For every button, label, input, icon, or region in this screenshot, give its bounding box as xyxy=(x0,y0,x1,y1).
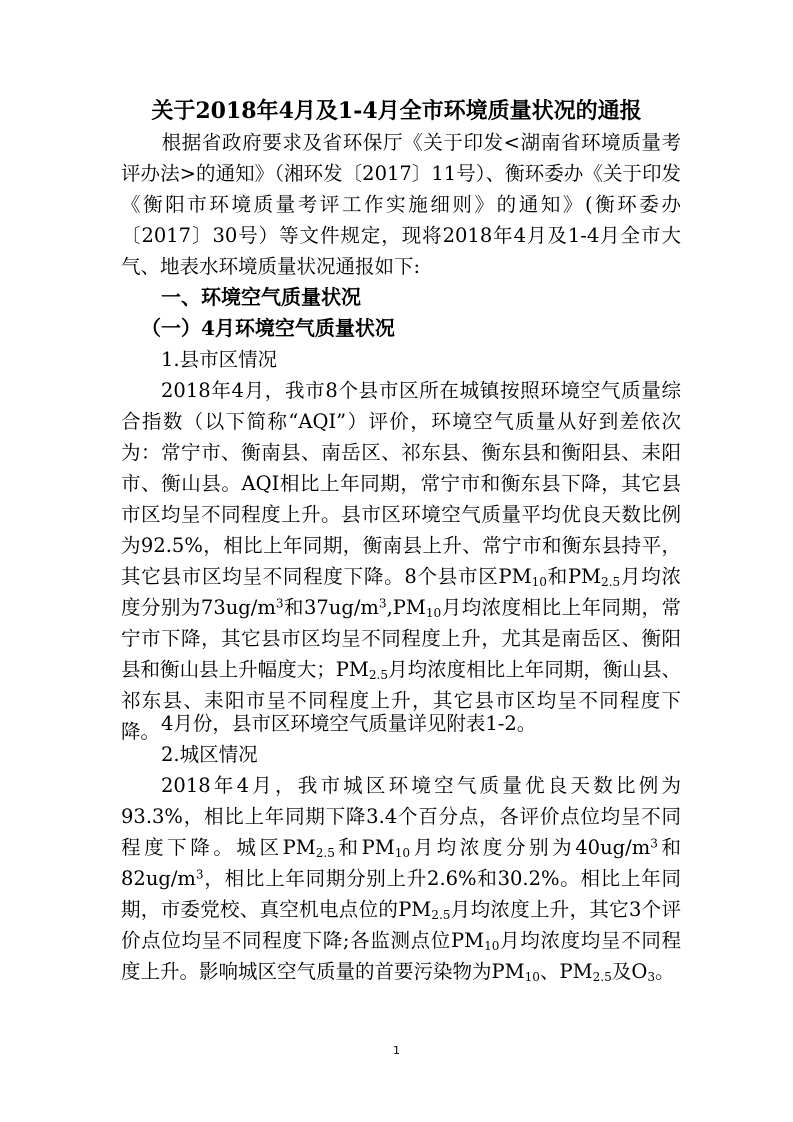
county-conjunction: 和 xyxy=(546,565,568,588)
pm10-label: $PM_{10}$ xyxy=(392,596,442,621)
pm25-label: $PM_{2.5}$ xyxy=(335,658,389,683)
county-text-1: 2018年4月，我市8个县市区所在城镇按照环境空气质量综合指数（以下简称“AQI”）评价，环境空气质量从好到差依次为：常宁市、衡南县、南岳区、祁东县、衡东县和衡阳县、耒阳市、衡山县。AQI相比上年同期，常宁市和衡东县下降，其它县市区均呈不同程度上升。县市区环境空气质量平均优良天数比例为92.5%，相比上年同期，衡南县上升、常宁市和衡东县持平，其它县市区均呈不同程度下降。8个县市区 xyxy=(121,379,681,588)
pm25-label: $PM_{2.5}$ xyxy=(398,898,451,923)
city-separator: 及 xyxy=(611,960,632,983)
county-note: 4月份，县市区环境空气质量详见附表1-2。 xyxy=(161,712,537,735)
county-text-2: 月均浓度分别为73ug/m xyxy=(121,565,681,619)
document-title: 关于2018年4月及1-4月全市环境质量状况的通报 xyxy=(151,98,642,124)
pm10-label: $PM_{10}$ xyxy=(450,929,500,954)
pm25-label: $PM_{2.5}$ xyxy=(282,836,335,861)
city-text-5: 月均浓度上升，其它3个评价点位均呈不同程度下降;各监测点位 xyxy=(121,898,681,952)
o3-label: $O_3$ xyxy=(631,960,656,985)
city-paragraph xyxy=(121,770,681,987)
city-text-6: 月均浓度均呈不同程度上升。影响城区空气质量的首要污染物为 xyxy=(121,929,681,983)
pm25-label: $PM_{2.5}$ xyxy=(567,565,621,590)
county-comma: , xyxy=(386,596,393,619)
unit-superscript: 3 xyxy=(378,596,387,611)
unit-superscript: 3 xyxy=(275,596,284,611)
item-label-city: 2.城区情况 xyxy=(161,743,258,766)
section-heading-air-quality: 一、环境空气质量状况 xyxy=(161,285,361,309)
unit-superscript: 3 xyxy=(650,836,658,851)
pm10-label: $PM_{10}$ xyxy=(491,960,540,985)
pm25-label: $PM_{2.5}$ xyxy=(559,960,612,985)
unit-superscript: 3 xyxy=(195,867,204,882)
intro-paragraph xyxy=(121,127,681,282)
city-text-4: ，相比上年同期分别上升2.6%和30.2%。相比上年同期，市委党校、真空机电点位的 xyxy=(121,867,681,921)
pm10-label: $PM_{10}$ xyxy=(498,565,547,590)
city-text-3: 和82ug/m xyxy=(121,836,681,890)
item-label-county: 1.县市区情况 xyxy=(161,348,278,371)
page-number: 1 xyxy=(393,1044,400,1057)
county-text-3: 和37ug/m xyxy=(283,596,379,619)
pm10-label: $PM_{10}$ xyxy=(361,836,411,861)
city-conjunction: 和 xyxy=(334,836,362,859)
intro-text: 根据省政府要求及省环保厅《关于印发<湖南省环境质量考评办法>的通知》（湘环发〔2017〕11号）、衡环委办《关于印发《衡阳市环境质量考评工作实施细则》的通知》(衡环委办〔2017〕30号）等文件规定，现将2018年4月及1-4月全市大气、地表水环境质量状况通报如下: xyxy=(121,131,681,278)
county-text-5: 月均浓度相比上年同期，衡山县、祁东县、耒阳市呈不同程度上升，其它县市区均呈不同程度下降。 xyxy=(121,658,681,743)
city-text-1: 2018年4月，我市城区环境空气质量优良天数比例为93.3%，相比上年同期下降3.4个百分点，各评价点位均呈不同程度下降。城区 xyxy=(121,774,681,859)
county-text-4: 月均浓度相比上年同期，常宁市下降，其它县市区均呈不同程度上升，尤其是南岳区、衡阳县和衡山县上升幅度大； xyxy=(121,596,681,681)
city-separator: 、 xyxy=(539,960,560,983)
county-paragraph xyxy=(121,375,681,747)
city-period: 。 xyxy=(655,960,675,983)
subsection-heading-april-air: （一）4月环境空气质量状况 xyxy=(141,316,395,340)
city-text-2: 月均浓度分别为40ug/m xyxy=(410,836,651,859)
